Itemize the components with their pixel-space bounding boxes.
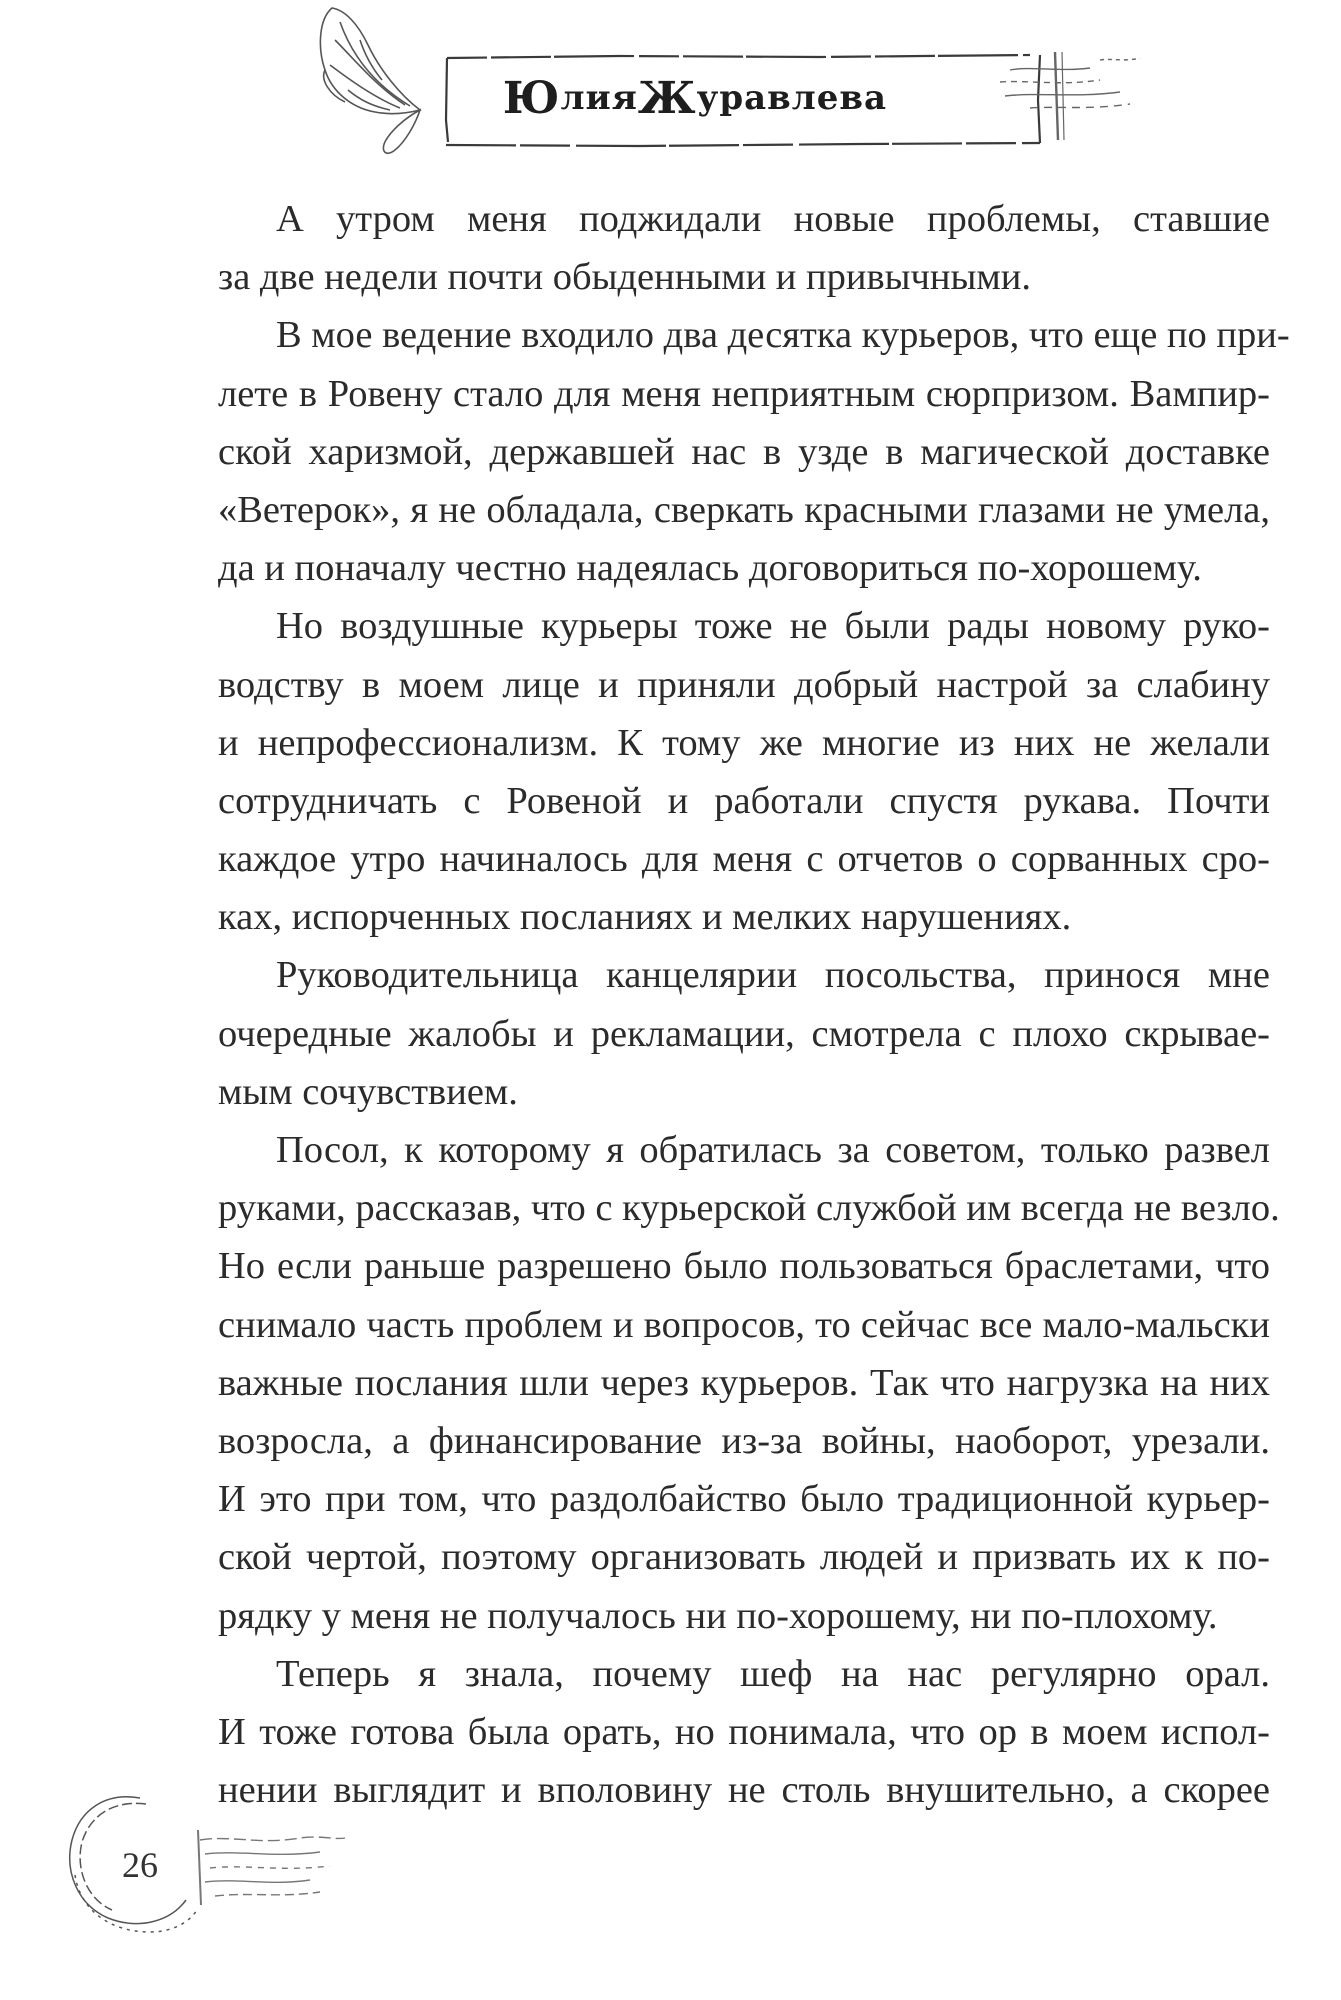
paragraph — [218, 946, 1270, 1121]
text-line: лете в Ровену стало для меня неприятным сюрпризом. Вампир- — [218, 372, 1270, 415]
text-line: за две недели почти обыденными и привычными. — [218, 256, 1031, 299]
text-line: И это при том, что раздолбайство было традиционной курьер- — [218, 1478, 1270, 1521]
text-line: В мое ведение входило два десятка курьеров, что еще по при- — [276, 314, 1290, 357]
text-line: Но если раньше разрешено было пользоваться браслетами, что — [218, 1245, 1270, 1288]
running-header-author — [445, 68, 945, 128]
text-line: И тоже готова была орать, но понимала, что ор в моем испол- — [218, 1710, 1270, 1753]
text-line: Посол, к которому я обратилась за советом, только развел — [276, 1129, 1270, 1171]
text-line: Но воздушные курьеры тоже не были рады новому руко- — [276, 605, 1270, 648]
text-line: важные послания шли через курьеров. Так что нагрузка на них — [218, 1361, 1270, 1404]
author-last-name: уравлева — [696, 78, 888, 118]
text-line: мым сочувствием. — [218, 1070, 518, 1113]
text-line: нении выглядит и вполовину не столь внушительно, а скорее — [218, 1769, 1270, 1812]
text-line: руками, рассказав, что с курьерской службой им всегда не везло. — [218, 1187, 1280, 1230]
paragraph — [218, 1121, 1280, 1645]
text-line: Руководительница канцелярии посольства, принося мне — [276, 954, 1270, 997]
text-line: возросла, а финансирование из-за войны, наоборот, урезали. — [218, 1419, 1270, 1462]
text-line: снимало часть проблем и вопросов, то сейчас все мало-мальски — [218, 1303, 1270, 1346]
page-number: 26 — [122, 1845, 158, 1885]
text-line: и непрофессионализм. К тому же многие из них не желали — [218, 721, 1270, 764]
text-line: да и поначалу честно надеялась договориться по-хорошему. — [218, 547, 1202, 590]
text-line: «Ветерок», я не обладала, сверкать красными глазами не умела, — [218, 488, 1270, 531]
butterfly-wing-icon — [320, 8, 420, 153]
text-line: Теперь я знала, почему шеф на нас регулярно орал. — [276, 1652, 1270, 1695]
text-line: ской харизмой, державшей нас в узде в магической доставке — [218, 430, 1270, 473]
author-first-name: лия — [560, 78, 638, 118]
paragraph — [218, 306, 1290, 597]
paragraph — [218, 190, 1270, 306]
text-line: водству в моем лице и приняли добрый настрой за слабину — [218, 663, 1270, 706]
author-initial-last: Ж — [637, 72, 697, 124]
page-number-postmark — [0, 1780, 400, 2000]
text-line: рядку у меня не получалось ни по-хорошему, ни по-плохому. — [218, 1594, 1218, 1637]
text-line: каждое утро начиналось для меня с отчетов о сорванных сро- — [218, 838, 1270, 881]
text-line: А утром меня поджидали новые проблемы, ставшие — [276, 198, 1270, 240]
author-initial-first: Ю — [502, 72, 561, 124]
text-line: ской чертой, поэтому организовать людей и призвать их к по- — [218, 1536, 1270, 1579]
text-line: ках, испорченных посланиях и мелких нарушениях. — [218, 896, 1072, 939]
body-text — [218, 190, 1290, 1819]
paragraph — [218, 597, 1270, 946]
text-line: очередные жалобы и рекламации, смотрела с плохо скрывае- — [218, 1012, 1270, 1055]
postmark-wave-lines — [198, 1830, 345, 1905]
postmark-lines — [1000, 52, 1140, 140]
text-line: сотрудничать с Ровеной и работали спустя рукава. Почти — [218, 779, 1270, 822]
